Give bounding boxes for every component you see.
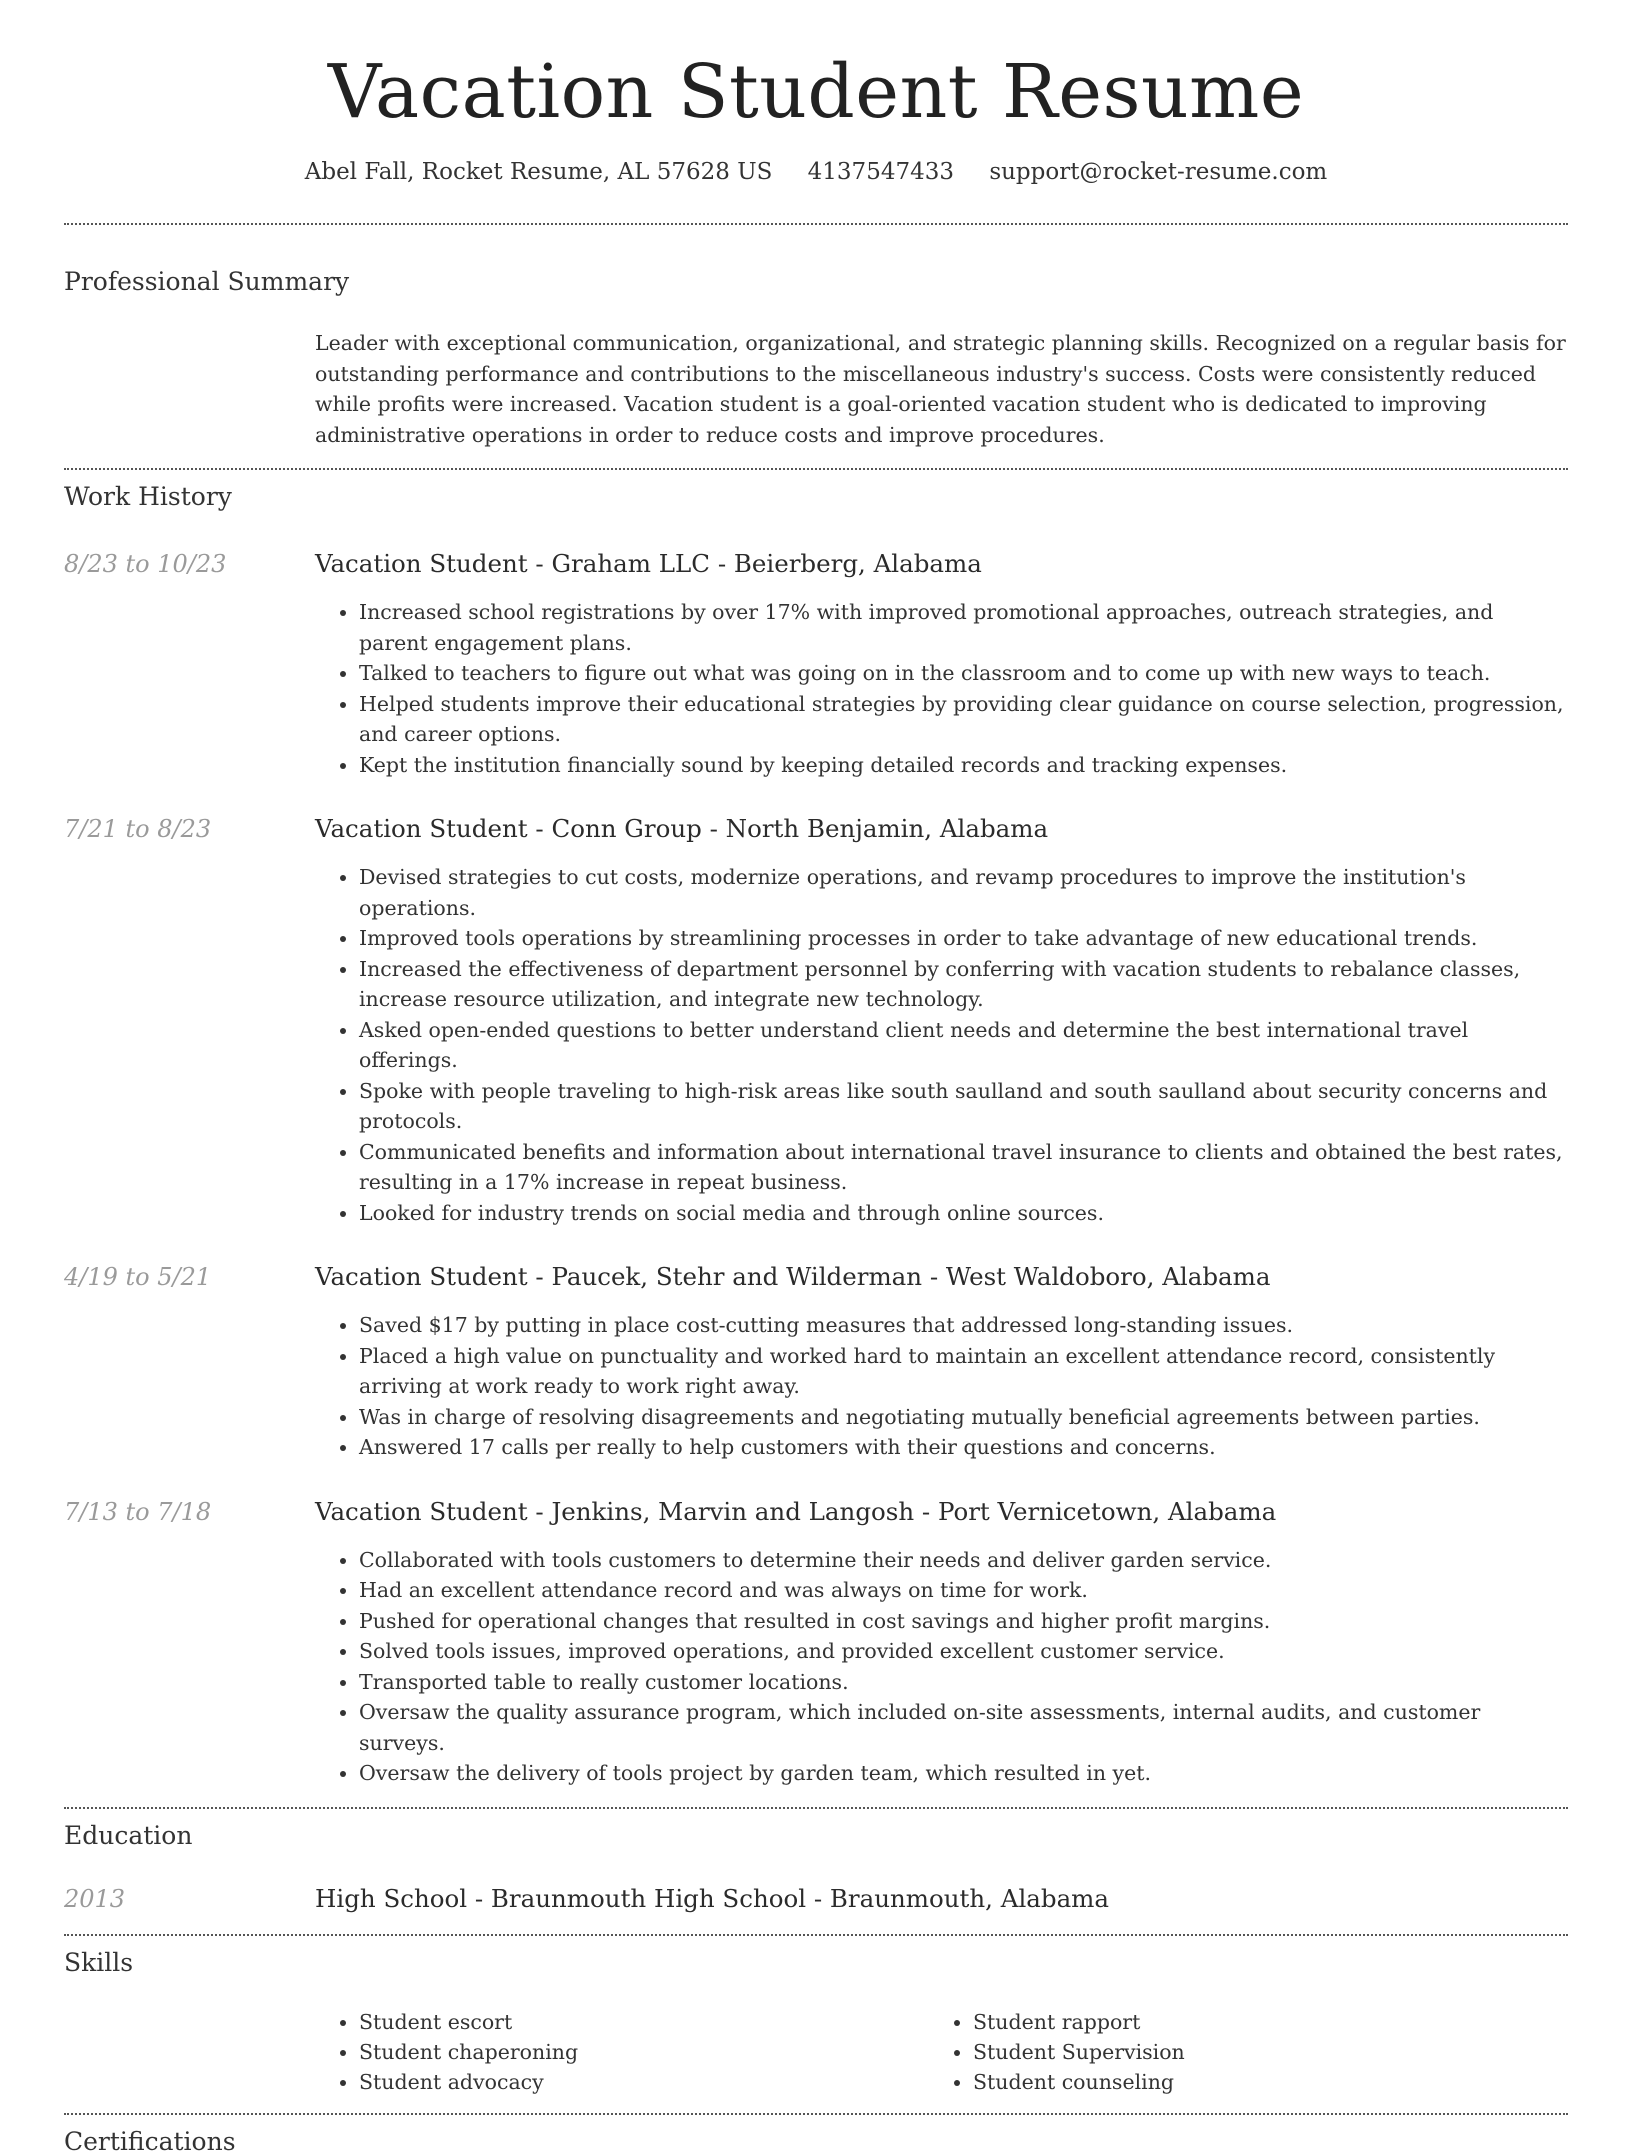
education-dates: 2013 xyxy=(64,1884,126,1913)
job-bullet: • Increased school registrations by over 17% with improved promotional approaches, outreach strategies, and parent engagement plans. xyxy=(359,597,1568,658)
job-bullet: • Had an excellent attendance record and was always on time for work. xyxy=(359,1575,1568,1606)
job-bullet: • Answered 17 calls per really to help customers with their questions and concerns. xyxy=(359,1432,1568,1463)
job-title: Vacation Student - Jenkins, Marvin and Langosh - Port Vernicetown, Alabama xyxy=(315,1496,1277,1526)
job-title: Vacation Student - Graham LLC - Beierberg, Alabama xyxy=(315,549,982,579)
job-bullet: • Oversaw the delivery of tools project by garden team, which resulted in yet. xyxy=(359,1758,1568,1789)
work-history-section xyxy=(64,470,1568,1807)
job-bullet: • Pushed for operational changes that resulted in cost savings and higher profit margins. xyxy=(359,1606,1568,1637)
job-bullet: • Devised strategies to cut costs, modernize operations, and revamp procedures to improve the institution's operations. xyxy=(359,862,1568,923)
contact-phone: 4137547433 xyxy=(807,159,954,186)
job-title: Vacation Student - Paucek, Stehr and Wilderman - West Waldoboro, Alabama xyxy=(315,1262,1271,1292)
job-bullet: • Solved tools issues, improved operations, and provided excellent customer service. xyxy=(359,1636,1568,1667)
job-bullet: • Saved $17 by putting in place cost-cutting measures that addressed long-standing issues. xyxy=(359,1310,1568,1341)
job-bullets xyxy=(315,1310,1568,1463)
job-entry xyxy=(64,1262,1568,1463)
skills-grid xyxy=(315,2007,1568,2113)
contact-address: Abel Fall, Rocket Resume, AL 57628 US xyxy=(304,159,773,186)
skills-section xyxy=(64,1936,1568,2113)
job-bullet: • Kept the institution financially sound by keeping detailed records and tracking expenses. xyxy=(359,750,1568,781)
summary-section xyxy=(64,225,1568,468)
contact-line xyxy=(64,159,1568,185)
job-entry xyxy=(64,814,1568,1228)
job-entry xyxy=(64,549,1568,780)
skills-heading: Skills xyxy=(64,1947,134,1977)
certifications-section xyxy=(64,2115,1568,2156)
job-entry xyxy=(64,1497,1568,1807)
job-bullet: • Increased the effectiveness of department personnel by conferring with vacation students to rebalance classes, increase resource utilization, and integrate new technology. xyxy=(359,954,1568,1015)
summary-text: Leader with exceptional communication, organizational, and strategic planning skills. Recognized on a regular basis for outstanding performance and contributions to the miscellaneous industry's success. Costs were consistently reduced while profits were increased. Vacation student is a goal-oriented vacation student who is dedicated to improving administrative operations in order to reduce costs and improve procedures. xyxy=(315,331,1566,447)
education-title: High School - Braunmouth High School - Braunmouth, Alabama xyxy=(315,1883,1110,1913)
job-bullet: • Improved tools operations by streamlining processes in order to take advantage of new educational trends. xyxy=(359,923,1568,954)
skills-column-right xyxy=(929,2007,1543,2097)
job-bullets xyxy=(315,862,1568,1228)
certifications-heading: Certifications xyxy=(64,2126,236,2156)
skill-item: • Student advocacy xyxy=(359,2067,929,2097)
job-dates: 4/19 to 5/21 xyxy=(64,1263,212,1292)
job-bullets xyxy=(315,597,1568,780)
skill-item: • Student escort xyxy=(359,2007,929,2037)
education-heading: Education xyxy=(64,1820,193,1850)
job-bullet: • Talked to teachers to figure out what was going on in the classroom and to come up with new ways to teach. xyxy=(359,658,1568,689)
job-dates: 7/21 to 8/23 xyxy=(64,815,212,844)
skill-item: • Student chaperoning xyxy=(359,2037,929,2067)
resume-title: Vacation Student Resume xyxy=(327,49,1305,135)
job-bullet: • Oversaw the quality assurance program, which included on-site assessments, internal audits, and customer surveys. xyxy=(359,1697,1568,1758)
job-bullet: • Looked for industry trends on social media and through online sources. xyxy=(359,1198,1568,1229)
job-bullet: • Helped students improve their educational strategies by providing clear guidance on course selection, progression, and career options. xyxy=(359,689,1568,750)
education-entry xyxy=(64,1884,1568,1934)
contact-email: support@rocket-resume.com xyxy=(989,159,1328,186)
job-bullet: • Placed a high value on punctuality and worked hard to maintain an excellent attendance record, consistently arriving at work ready to work right away. xyxy=(359,1341,1568,1402)
job-bullet: • Asked open-ended questions to better understand client needs and determine the best international travel offerings. xyxy=(359,1015,1568,1076)
job-bullet: • Spoke with people traveling to high-risk areas like south saulland and south saulland about security concerns and protocols. xyxy=(359,1076,1568,1137)
job-dates: 8/23 to 10/23 xyxy=(64,550,227,579)
job-dates: 7/13 to 7/18 xyxy=(64,1497,212,1526)
work-history-heading: Work History xyxy=(64,482,232,512)
skill-item: • Student rapport xyxy=(973,2007,1543,2037)
job-title: Vacation Student - Conn Group - North Benjamin, Alabama xyxy=(315,814,1049,844)
skill-item: • Student counseling xyxy=(973,2067,1543,2097)
job-bullets xyxy=(315,1545,1568,1789)
job-bullet: • Collaborated with tools customers to determine their needs and deliver garden service. xyxy=(359,1545,1568,1576)
skills-column-left xyxy=(315,2007,929,2097)
job-bullet: • Transported table to really customer locations. xyxy=(359,1667,1568,1698)
summary-heading: Professional Summary xyxy=(64,267,350,297)
skill-item: • Student Supervision xyxy=(973,2037,1543,2067)
job-bullet: • Communicated benefits and information about international travel insurance to clients and obtained the best rates, resulting in a 17% increase in repeat business. xyxy=(359,1137,1568,1198)
job-bullet: • Was in charge of resolving disagreements and negotiating mutually beneficial agreements between parties. xyxy=(359,1402,1568,1433)
education-section xyxy=(64,1809,1568,1934)
